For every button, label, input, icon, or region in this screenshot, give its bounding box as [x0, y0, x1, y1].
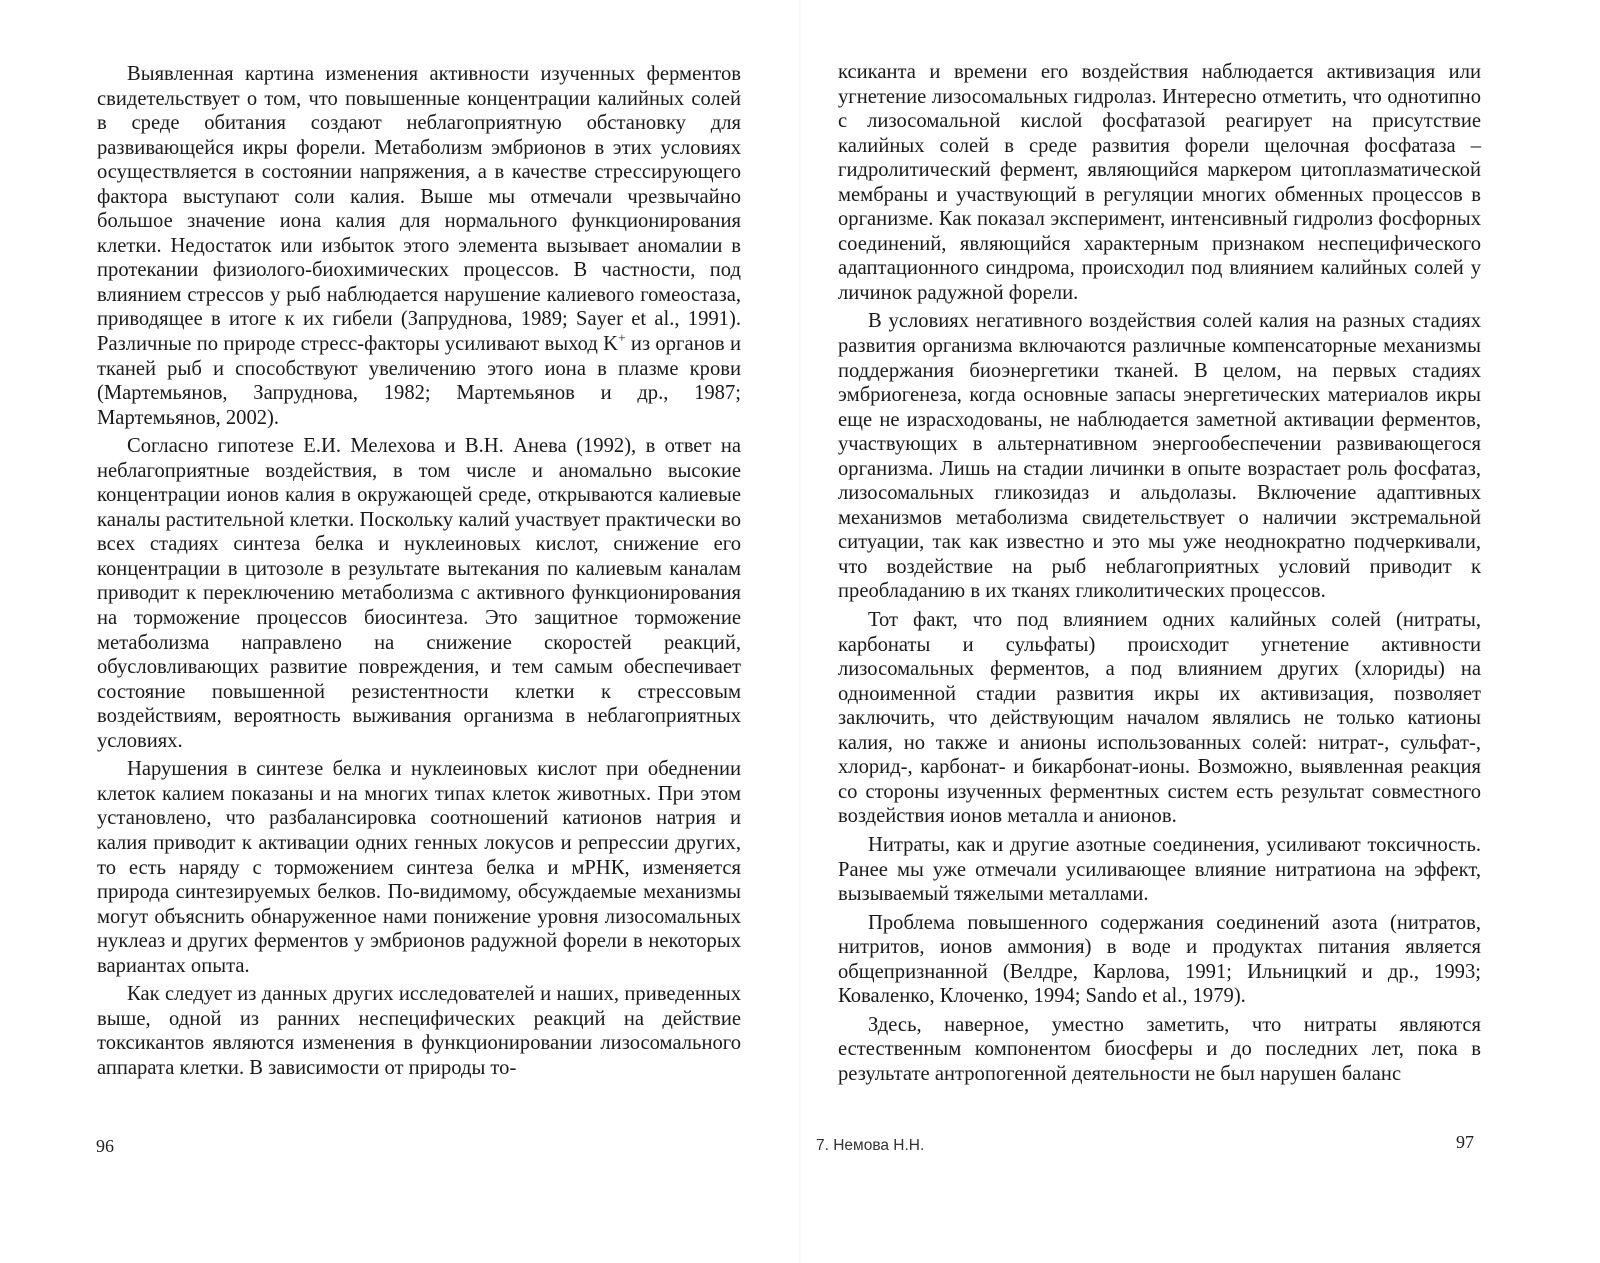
- right-page: [800, 0, 1600, 1263]
- paragraph: Здесь, наверное, уместно заметить, что нитраты являются естественным компонентом биосферы и до последних лет, пока в результате антропогенной деятельности не был нарушен баланс: [838, 1013, 1481, 1085]
- paragraph: Как следует из данных других исследователей и наших, приведенных выше, одной из ранних неспецифических реакций на действие токсикантов являются изменения в функционировании лизосомального аппарата клетки. В зависимости от природы то-: [97, 983, 741, 1079]
- printer-signature: 7. Немова Н.Н.: [816, 1137, 925, 1154]
- paragraph: Нитраты, как и другие азотные соединения, усиливают токсичность. Ранее мы уже отмечали усиливающее влияние нитратиона на эффект, вызываемый тяжелыми металлами.: [838, 833, 1481, 906]
- paragraph: Тот факт, что под влиянием одних калийных солей (нитраты, карбонаты и сульфаты) происходит угнетение активности лизосомальных ферментов, а под влиянием других (хлориды) на одноименной стадии развития икры их активизация, позволяет заключить, что действующим началом являлись не только катионы калия, но также и анионы использованных солей: нитрат-, сульфат-, хлорид-, карбонат- и бикарбонат-ионы. Возможно, выявленная реакция со стороны изученных ферментных систем есть результат совместного воздействия ионов металла и анионов.: [838, 609, 1481, 828]
- right-page-text: [838, 60, 1481, 1086]
- superscript: +: [618, 330, 626, 346]
- paragraph-text: Выявленная картина изменения активности изученных ферментов свидетельствует о том, что повышенные концентрации калийных солей в среде обитания создают неблагоприятную обстановку для развивающейся икры форели. Метаболизм эмбрионов в этих условиях осуществляется в состоянии напряжения, а в качестве стрессирующего фактора выступают соли калия. Выше мы отмечали чрезвычайно большое значение иона калия для нормального функционирования клетки. Недостаток или избыток этого элемента вызывает аномалии в протекании физиолого-биохимических процессов. В частности, под влиянием стрессов у рыб наблюдается нарушение калиевого гомеостаза, приводящее в итоге к их гибели (Запруднова, 1989; Sayer et al., 1991). Различные по природе стресс-факторы усиливают выход K: [97, 63, 741, 356]
- paragraph-text-tail: из органов и тканей рыб и способствуют увеличению этого иона в плазме крови (Мартемьянов, Запруднова, 1982; Мартемьянов и др., 1987; Мартемьянов, 2002).: [97, 333, 741, 429]
- page-number: 96: [96, 1136, 114, 1156]
- paragraph: [97, 62, 741, 430]
- paragraph: Нарушения в синтезе белка и нуклеиновых кислот при обеднении клеток калием показаны и на многих типах клеток животных. При этом установлено, что разбалансировка соотношений катионов натрия и калия приводит к активации одних генных локусов и репрессии других, то есть наряду с торможением синтеза белка и мРНК, изменяется природа синтезируемых белков. По-видимому, обсуждаемые механизмы могут объяснить обнаруженное нами понижение уровня лизосомальных нуклеаз и других ферментов у эмбрионов радужной форели в некоторых вариантах опыта.: [97, 758, 741, 977]
- left-page-text: [97, 62, 741, 1080]
- paragraph: Согласно гипотезе Е.И. Мелехова и В.Н. Анева (1992), в ответ на неблагоприятные воздействия, в том числе и аномально высокие концентрации ионов калия в окружающей среде, открываются калиевые каналы растительной клетки. Поскольку калий участвует практически во всех стадиях синтеза белка и нуклеиновых кислот, снижение его концентрации в цитозоле в результате вытекания по калиевым каналам приводит к переключению метаболизма с активного функционирования на торможение процессов биосинтеза. Это защитное торможение метаболизма направлено на снижение скоростей реакций, обусловливающих развитие повреждения, и тем самым обеспечивает состояние повышенной резистентности клетки к стрессовым воздействиям, вероятность выживания организма в неблагоприятных условиях.: [97, 435, 741, 752]
- page-number: 97: [1456, 1132, 1474, 1152]
- paragraph-continued: ксиканта и времени его воздействия наблюдается активизация или угнетение лизосомальных гидролаз. Интересно отметить, что однотипно с лизосомальной кислой фосфатазой реагирует на присутствие калийных солей в среде развития форели щелочная фосфатаза – гидролитический фермент, являющийся маркером цитоплазматической мембраны и участвующий в регуляции многих обменных процессов в организме. Как показал эксперимент, интенсивный гидролиз фосфорных соединений, являющийся характерным признаком неспецифического адаптационного синдрома, происходил под влиянием калийных солей у личинок радужной форели.: [838, 61, 1481, 304]
- paragraph: Проблема повышенного содержания соединений азота (нитратов, нитритов, ионов аммония) в воде и продуктах питания является общепризнанной (Велдре, Карлова, 1991; Ильницкий и др., 1993; Коваленко, Клоченко, 1994; Sando et al., 1979).: [838, 911, 1481, 1008]
- paragraph: В условиях негативного воздействия солей калия на разных стадиях развития организма включаются различные компенсаторные механизмы поддержания биоэнергетики тканей. В целом, на первых стадиях эмбриогенеза, когда основные запасы энергетических материалов икры еще не израсходованы, не наблюдается заметной активации ферментов, участвующих в альтернативном энергообеспечении развивающегося организма. Лишь на стадии личинки в опыте возрастает роль фосфатаз, лизосомальных гликозидаз и альдолазы. Включение адаптивных механизмов метаболизма свидетельствует о наличии экстремальной ситуации, так как известно и это мы уже неоднократно подчеркивали, что воздействие на рыб неблагоприятных условий приводит к преобладанию в их тканях гликолитических процессов.: [838, 310, 1481, 603]
